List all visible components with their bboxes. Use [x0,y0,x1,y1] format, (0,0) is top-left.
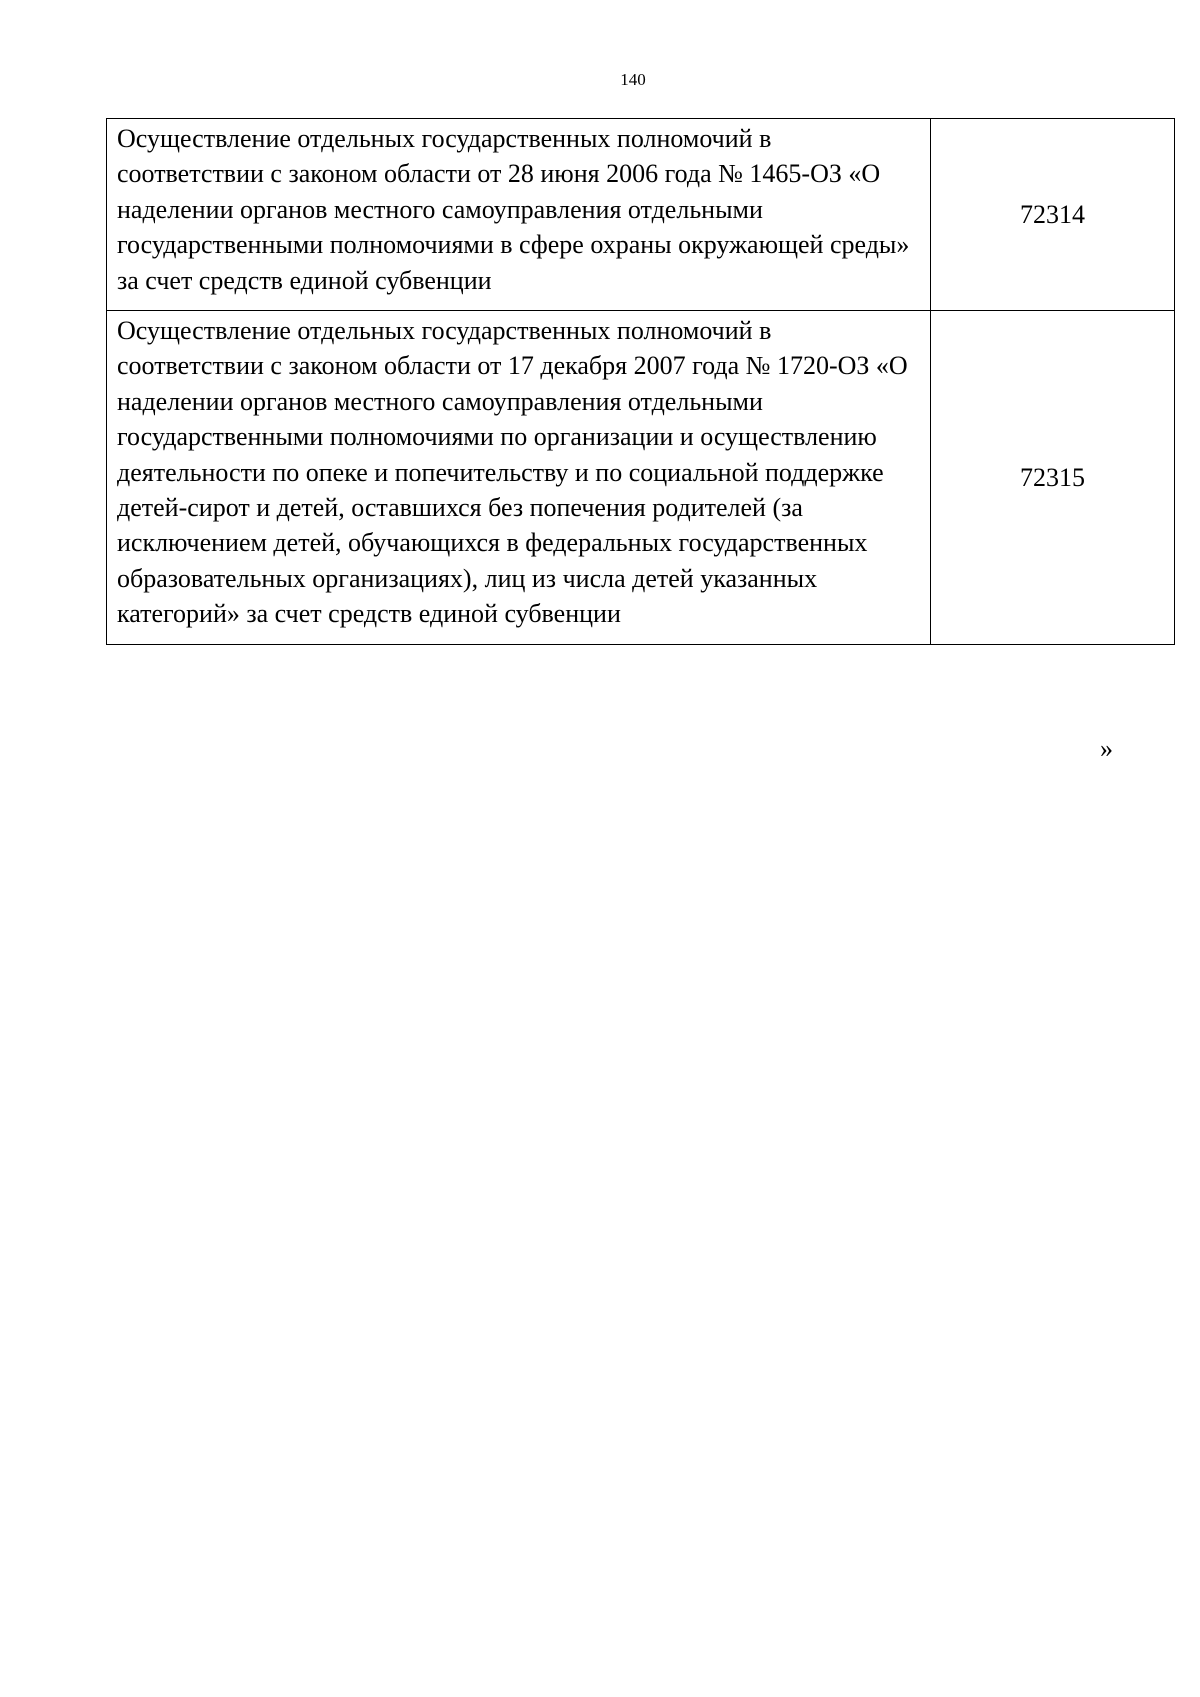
row-description: Осуществление отдельных государственных полномочий в соответствии с законом области от 17 декабря 2007 года № 1720-ОЗ «О наделении органов местного самоуправления отдельными государственными полномочиями по организации и осуществлению деятельности по опеке и попечительству и по социальной поддержке детей-сирот и детей, оставшихся без попечения родителей (за исключением детей, обучающихся в федеральных государственных образовательных организациях), лиц из числа детей указанных категорий» за счет средств единой субвенции [107,311,931,645]
page-number: 140 [620,70,646,89]
row-code: 72314 [931,119,1175,311]
budget-code-table [106,118,1175,645]
row-code: 72315 [931,311,1175,645]
table-row [107,119,1175,311]
table-row [107,311,1175,645]
row-description: Осуществление отдельных государственных полномочий в соответствии с законом области от 28 июня 2006 года № 1465-ОЗ «О наделении органов местного самоуправления отдельными государственными полномочиями в сфере охраны окружающей среды» за счет средств единой субвенции [107,119,931,311]
closing-quote-mark: » [1100,734,1113,763]
